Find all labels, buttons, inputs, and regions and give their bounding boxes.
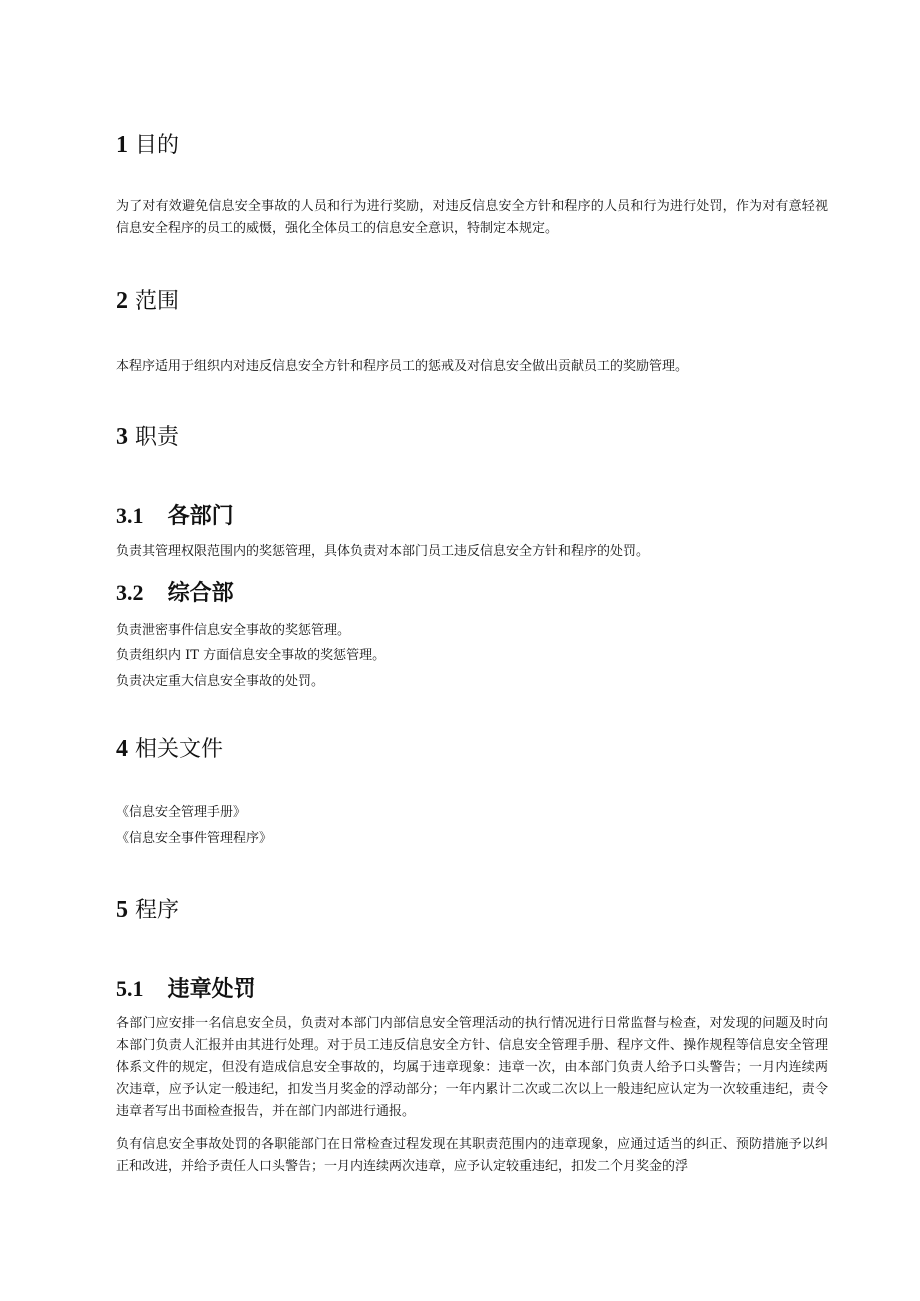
heading-departments [116,502,234,530]
general-dept-line: 负责泄密事件信息安全事故的奖惩管理。 [116,623,351,638]
heading-number: 2 [116,288,128,314]
heading-number: 5.1 [116,976,144,1001]
heading-purpose [116,131,179,160]
heading-procedure [116,896,179,925]
heading-responsibilities [116,423,179,452]
scope-paragraph: 本程序适用于组织内对违反信息安全方针和程序员工的惩戒及对信息安全做出贡献员工的奖励管理。 [116,359,689,374]
heading-number: 3.2 [116,580,144,605]
heading-scope [116,287,179,316]
heading-title: 各部门 [167,503,234,529]
heading-title: 职责 [135,425,180,450]
related-doc-line: 《信息安全管理手册》 [116,805,247,820]
heading-title: 范围 [135,289,180,314]
purpose-paragraph: 为了对有效避免信息安全事故的人员和行为进行奖励，对违反信息安全方针和程序的人员和行为进行处罚，作为对有意轻视信息安全程序的员工的威慑，强化全体员工的信息安全意识，特制定本规定。 [116,199,828,236]
heading-related-docs [116,735,223,764]
heading-number: 4 [116,736,128,762]
general-dept-line: 负责组织内 IT 方面信息安全事故的奖惩管理。 [116,648,386,663]
heading-number: 1 [116,132,128,158]
heading-number: 5 [116,897,128,923]
heading-title: 目的 [135,133,180,158]
departments-paragraph: 负责其管理权限范围内的奖惩管理，具体负责对本部门员工违反信息安全方针和程序的处罚。 [116,544,650,559]
violation-paragraph-1: 各部门应安排一名信息安全员，负责对本部门内部信息安全管理活动的执行情况进行日常监督与检查，对发现的问题及时向本部门负责人汇报并由其进行处理。对于员工违反信息安全方针、信息安全管理手册、程序文件、操作规程等信息安全管理体系文件的规定，但没有造成信息安全事故的，均属于违章现象：违章一次，由本部门负责人给予口头警告；一月内连续两次违章，应予认定一般违纪，扣发当月奖金的浮动部分；一年内累计二次或二次以上一般违纪应认定为一次较重违纪，责令违章者写出书面检查报告，并在部门内部进行通报。 [116,1016,828,1119]
heading-title: 综合部 [167,580,234,606]
heading-number: 3.1 [116,503,144,528]
general-dept-line: 负责决定重大信息安全事故的处罚。 [116,674,325,689]
heading-title: 程序 [135,898,180,923]
heading-number: 3 [116,424,128,450]
related-doc-line: 《信息安全事件管理程序》 [116,831,273,846]
heading-title: 违章处罚 [167,976,256,1002]
heading-title: 相关文件 [135,737,224,762]
heading-general-dept [116,579,234,607]
violation-paragraph-2: 负有信息安全事故处罚的各职能部门在日常检查过程发现在其职责范围内的违章现象，应通过适当的纠正、预防措施予以纠正和改进，并给予责任人口头警告；一月内连续两次违章，应予认定较重违纪，扣发二个月奖金的浮 [116,1137,828,1174]
heading-violation-penalty [116,975,256,1003]
